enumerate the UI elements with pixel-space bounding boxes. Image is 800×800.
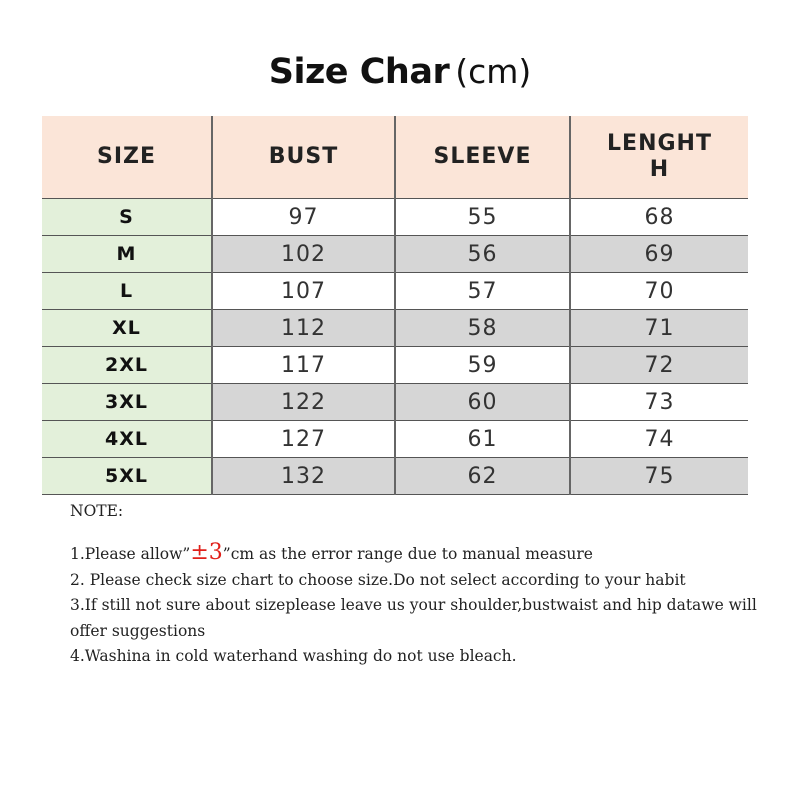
note-4: 4.Washina in cold waterhand washing do not use bleach. bbox=[70, 647, 517, 665]
size-cell: 2XL bbox=[42, 347, 212, 384]
table-row bbox=[42, 199, 748, 236]
note-1-text-end: ”cm as the error range due to manual measure bbox=[222, 545, 593, 563]
length-cell: 73 bbox=[570, 384, 748, 421]
table-row bbox=[42, 347, 748, 384]
table-row bbox=[42, 421, 748, 458]
length-cell: 72 bbox=[570, 347, 748, 384]
size-cell: S bbox=[42, 199, 212, 236]
sleeve-cell: 59 bbox=[395, 347, 570, 384]
header-row bbox=[42, 116, 748, 199]
header-length: LENGHTH bbox=[570, 116, 748, 199]
note-2: 2. Please check size chart to choose size.Do not select according to your habit bbox=[70, 570, 686, 589]
length-cell: 69 bbox=[570, 236, 748, 273]
sleeve-cell: 55 bbox=[395, 199, 570, 236]
chart-title-unit: (cm) bbox=[455, 52, 532, 91]
bust-cell: 117 bbox=[212, 347, 395, 384]
length-cell: 70 bbox=[570, 273, 748, 310]
table-row bbox=[42, 384, 748, 421]
table-row bbox=[42, 236, 748, 273]
size-cell: L bbox=[42, 273, 212, 310]
table-row bbox=[42, 310, 748, 347]
chart-title-text: Size Char bbox=[268, 52, 450, 92]
length-cell: 71 bbox=[570, 310, 748, 347]
notes-section bbox=[70, 502, 770, 670]
bust-cell: 132 bbox=[212, 458, 395, 495]
sleeve-cell: 62 bbox=[395, 458, 570, 495]
length-cell: 75 bbox=[570, 458, 748, 495]
bust-cell: 107 bbox=[212, 273, 395, 310]
header-size: SIZE bbox=[42, 116, 212, 199]
bust-cell: 102 bbox=[212, 236, 395, 273]
sleeve-cell: 61 bbox=[395, 421, 570, 458]
header-bust: BUST bbox=[212, 116, 395, 199]
size-table bbox=[42, 116, 748, 495]
table-row bbox=[42, 273, 748, 310]
size-cell: 4XL bbox=[42, 421, 212, 458]
table-row bbox=[42, 458, 748, 495]
bust-cell: 112 bbox=[212, 310, 395, 347]
size-cell: M bbox=[42, 236, 212, 273]
tolerance-value: ±3 bbox=[190, 540, 223, 565]
notes-title: NOTE: bbox=[70, 502, 124, 520]
length-cell: 68 bbox=[570, 199, 748, 236]
size-cell: XL bbox=[42, 310, 212, 347]
chart-title bbox=[0, 52, 800, 92]
bust-cell: 122 bbox=[212, 384, 395, 421]
sleeve-cell: 60 bbox=[395, 384, 570, 421]
bust-cell: 127 bbox=[212, 421, 395, 458]
size-cell: 3XL bbox=[42, 384, 212, 421]
note-1 bbox=[70, 540, 770, 568]
header-sleeve: SLEEVE bbox=[395, 116, 570, 199]
length-cell: 74 bbox=[570, 421, 748, 458]
note-1-text-start: 1.Please allow” bbox=[70, 545, 191, 563]
sleeve-cell: 57 bbox=[395, 273, 570, 310]
sleeve-cell: 56 bbox=[395, 236, 570, 273]
note-3: 3.If still not sure about sizeplease leave us your shoulder,bustwaist and hip datawe will offer suggestions bbox=[70, 596, 757, 640]
size-cell: 5XL bbox=[42, 458, 212, 495]
sleeve-cell: 58 bbox=[395, 310, 570, 347]
bust-cell: 97 bbox=[212, 199, 395, 236]
